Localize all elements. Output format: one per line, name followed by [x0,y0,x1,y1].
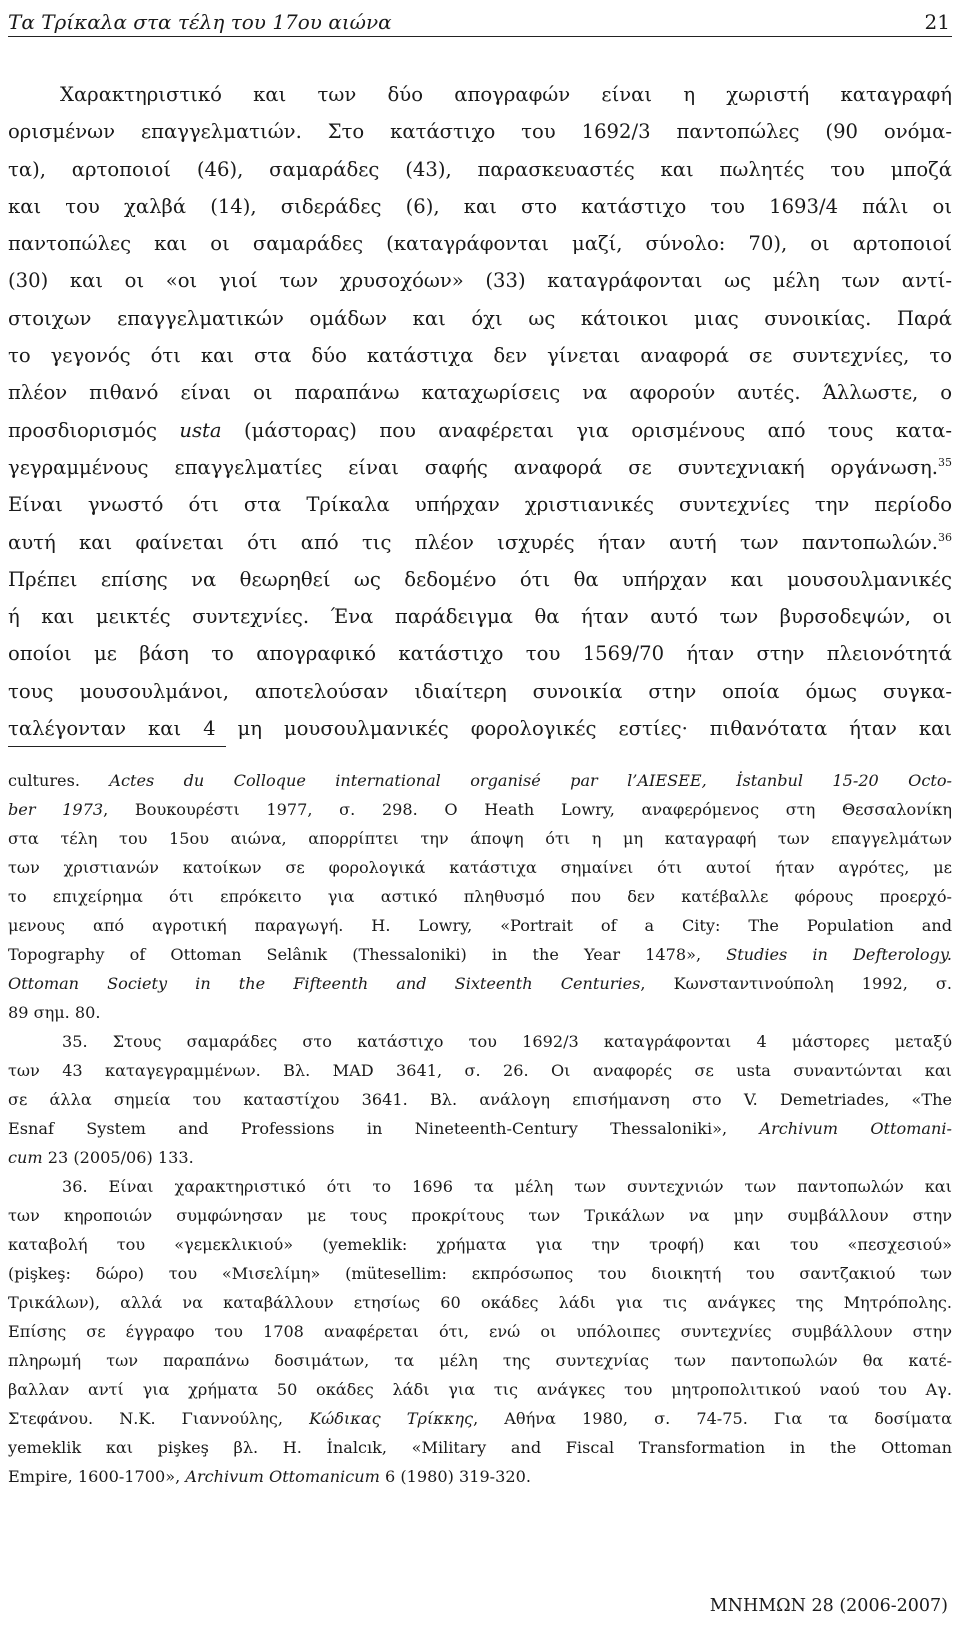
footnote-line: το επιχείρημα ότι επρόκειτο για αστικό πληθυσμό που δεν κατέβαλλε φόρους προερχό- [8,887,952,906]
page-number: 21 [924,10,950,34]
text-segment: 6 (1980) 319-320. [379,1467,531,1486]
text-segment: (μάστορας) που αναφέρεται για ορισμένους από τους κατα- [221,418,952,442]
footnote-line: των 43 καταγεγραμμένων. Βλ. MAD 3641, σ. 26. Οι αναφορές σε usta συναντώνται και [8,1061,952,1080]
footnote-rule [8,746,226,747]
text-line: τους μουσουλμάνοι, αποτελούσαν ιδιαίτερη συνοικία στην οποία όμως συγκα- [8,679,952,703]
italic-term: usta [179,418,222,442]
italic-title: Actes du Colloque international organisé par l’AIESEE, İstanbul 15-20 Octo- [109,771,952,790]
text-segment: , Βουκουρέστι 1977, σ. 298. Ο Heath Lowry, αναφερόμενος στη Θεσσαλονίκη [103,800,952,819]
footnote-line: των κηροποιών συμφώνησαν με τους προκρίτους των Τρικάλων να μην συμβάλλουν στην [8,1206,952,1225]
header-rule [8,36,952,37]
text-segment: Empire, 1600-1700», [8,1467,186,1486]
footnote-line: στα τέλη του 15ου αιώνα, απορρίπτει την άποψη ότι η μη καταγραφή των επαγγελμάτων [8,829,952,848]
text-segment: 23 (2005/06) 133. [42,1148,194,1167]
text-segment: Topography of Ottoman Selânık (Thessaloniki) in the Year 1478», [8,945,727,964]
text-line: στοιχων επαγγελματικών ομάδων και όχι ως κάτοικοι μιας συνοικίας. Παρά [8,306,952,330]
footnote-line: Τρικάλων), αλλά να καταβάλλουν ετησίως 60 οκάδες λάδι για τις ανάγκες της Μητρόπολης. [8,1293,952,1312]
footnote-line: βαλλαν αντί για χρήματα 50 οκάδες λάδι για τις ανάγκες του μητροπολιτικού ναού του Αγ. [8,1380,952,1399]
footnote-35: 35. Στους σαμαράδες στο κατάστιχο του 1692/3 καταγράφονται 4 μάστορες μεταξύ [62,1032,952,1051]
text-line [8,524,952,561]
footnote-36: 36. Είναι χαρακτηριστικό ότι το 1696 τα μέλη των συντεχνιών των παντοπωλών και [62,1177,952,1196]
footnote-line [8,1462,952,1491]
footnote-line: (pişkeş: δώρο) του «Μισελίμη» (mütesellim: εκπρόσωπος του διοικητή του σαντζακιού των [8,1264,952,1283]
text-line: Χαρακτηριστικό και των δύο απογραφών είναι η χωριστή καταγραφή [60,83,952,106]
text-line [8,449,952,486]
footnote-line [8,1114,952,1143]
text-line: ορισμένων επαγγελματιών. Στο κατάστιχο του 1692/3 παντοπώλες (90 ονόμα- [8,120,952,144]
text-line: παντοπώλες και οι σαμαράδες (καταγράφονται μαζί, σύνολο: 70), οι αρτοποιοί [8,232,952,256]
text-line: Είναι γνωστό ότι στα Τρίκαλα υπήρχαν χριστιανικές συντεχνίες την περίοδο [8,493,952,517]
text-line: Πρέπει επίσης να θεωρηθεί ως δεδομένο ότι θα υπήρχαν και μουσουλμανικές [8,567,952,591]
text-line: και του χαλβά (14), σιδεράδες (6), και στο κατάστιχο του 1693/4 πάλι οι [8,194,952,218]
footnote-line: yemeklik και pişkeş βλ. H. İnalcık, «Military and Fiscal Transformation in the Ottoman [8,1438,952,1457]
running-title: Τα Τρίκαλα στα τέλη του 17ου αιώνα [8,10,392,34]
italic-title: Studies in Defterology. [726,945,952,964]
text-line [8,412,952,449]
footnote-line [8,795,952,824]
footnote-line [8,969,952,998]
text-segment: γεγραμμένους επαγγελματίες είναι σαφής αναφορά σε συντεχνιακή οργάνωση. [8,455,938,479]
footnote-line: μενους από αγροτική παραγωγή. H. Lowry, «Portrait of a City: The Population and [8,916,952,935]
italic-title: Archivum Ottomanicum [185,1467,380,1486]
footnote-line [8,1404,952,1433]
text-segment: cultures. [8,771,110,790]
page [8,0,952,1626]
text-line: τα), αρτοποιοί (46), σαμαράδες (43), παρασκευαστές και πωλητές του μποζά [8,157,952,181]
footnote-line [8,940,952,969]
footnote-line [8,1143,952,1172]
footnote-line: καταβολή του «γεμεκλικιού» (yemeklik: χρήματα για την τροφή) και του «πεσχεσιού» [8,1235,952,1254]
text-line: πλέον πιθανό είναι οι παραπάνω καταχωρίσεις να αφορούν αυτές. Άλλωστε, ο [8,381,952,405]
text-line: το γεγονός ότι και στα δύο κατάστιχα δεν γίνεται αναφορά σε συντεχνίες, το [8,344,952,368]
footnote-line: πληρωμή των παραπάνω δοσιμάτων, τα μέλη της συντεχνίας των παντοπωλών θα κατέ- [8,1351,952,1370]
main-text [8,76,952,747]
journal-footer: ΜΝΗΜΩΝ 28 (2006-2007) [709,1596,948,1616]
footnotes [8,766,952,1491]
text-segment: , Αθήνα 1980, σ. 74-75. Για τα δοσίματα [473,1409,952,1428]
footnote-ref-36: 36 [938,530,952,544]
text-segment: Esnaf System and Professions in Nineteenth-Century Thessaloniki», [8,1119,760,1138]
footnote-line: 89 σημ. 80. [8,1003,101,1022]
footnote-line: Επίσης σε έγγραφο του 1708 αναφέρεται ότι, ενώ οι υπόλοιπες συντεχνίες συμβάλλουν στην [8,1322,952,1341]
italic-title: Archivum Ottomani- [759,1119,952,1138]
text-segment: προσδιορισμός [8,418,180,442]
text-segment: αυτή και φαίνεται ότι από τις πλέον ισχυρές ήταν αυτή των παντοπωλών. [8,530,938,554]
text-segment: Στεφάνου. Ν.Κ. Γιαννούλης, [8,1409,310,1428]
italic-title: Ottoman Society in the Fifteenth and Sixteenth Centuries [8,974,641,993]
italic-title: Κώδικας Τρίκκης [309,1409,474,1428]
italic-title: ber 1973 [8,800,104,819]
footnote-line [8,766,952,795]
footnote-ref-35: 35 [938,455,952,469]
footnote-line: των χριστιανών κατοίκων σε φορολογικά κατάστιχα σημαίνει ότι αυτοί ήταν αγρότες, με [8,858,952,877]
text-line: (30) και οι «οι γιοί των χρυσοχόων» (33) καταγράφονται ως μέλη των αντί- [8,269,952,293]
text-line: οποίοι με βάση το απογραφικό κατάστιχο του 1569/70 ήταν στην πλειονότητά [8,642,952,666]
text-line: ταλέγονταν και 4 μη μουσουλμανικές φορολογικές εστίες· πιθανότατα ήταν και [8,717,952,741]
italic-title: cum [8,1148,43,1167]
page-header [8,4,952,34]
text-segment: , Κωνσταντινούπολη 1992, σ. [640,974,952,993]
footnote-line: σε άλλα σημεία του καταστίχου 3641. Βλ. ανάλογη επισήμανση στο V. Demetriades, «The [8,1090,952,1109]
text-line: ή και μεικτές συντεχνίες. Ένα παράδειγμα θα ήταν αυτό των βυρσοδεψών, οι [8,605,952,629]
